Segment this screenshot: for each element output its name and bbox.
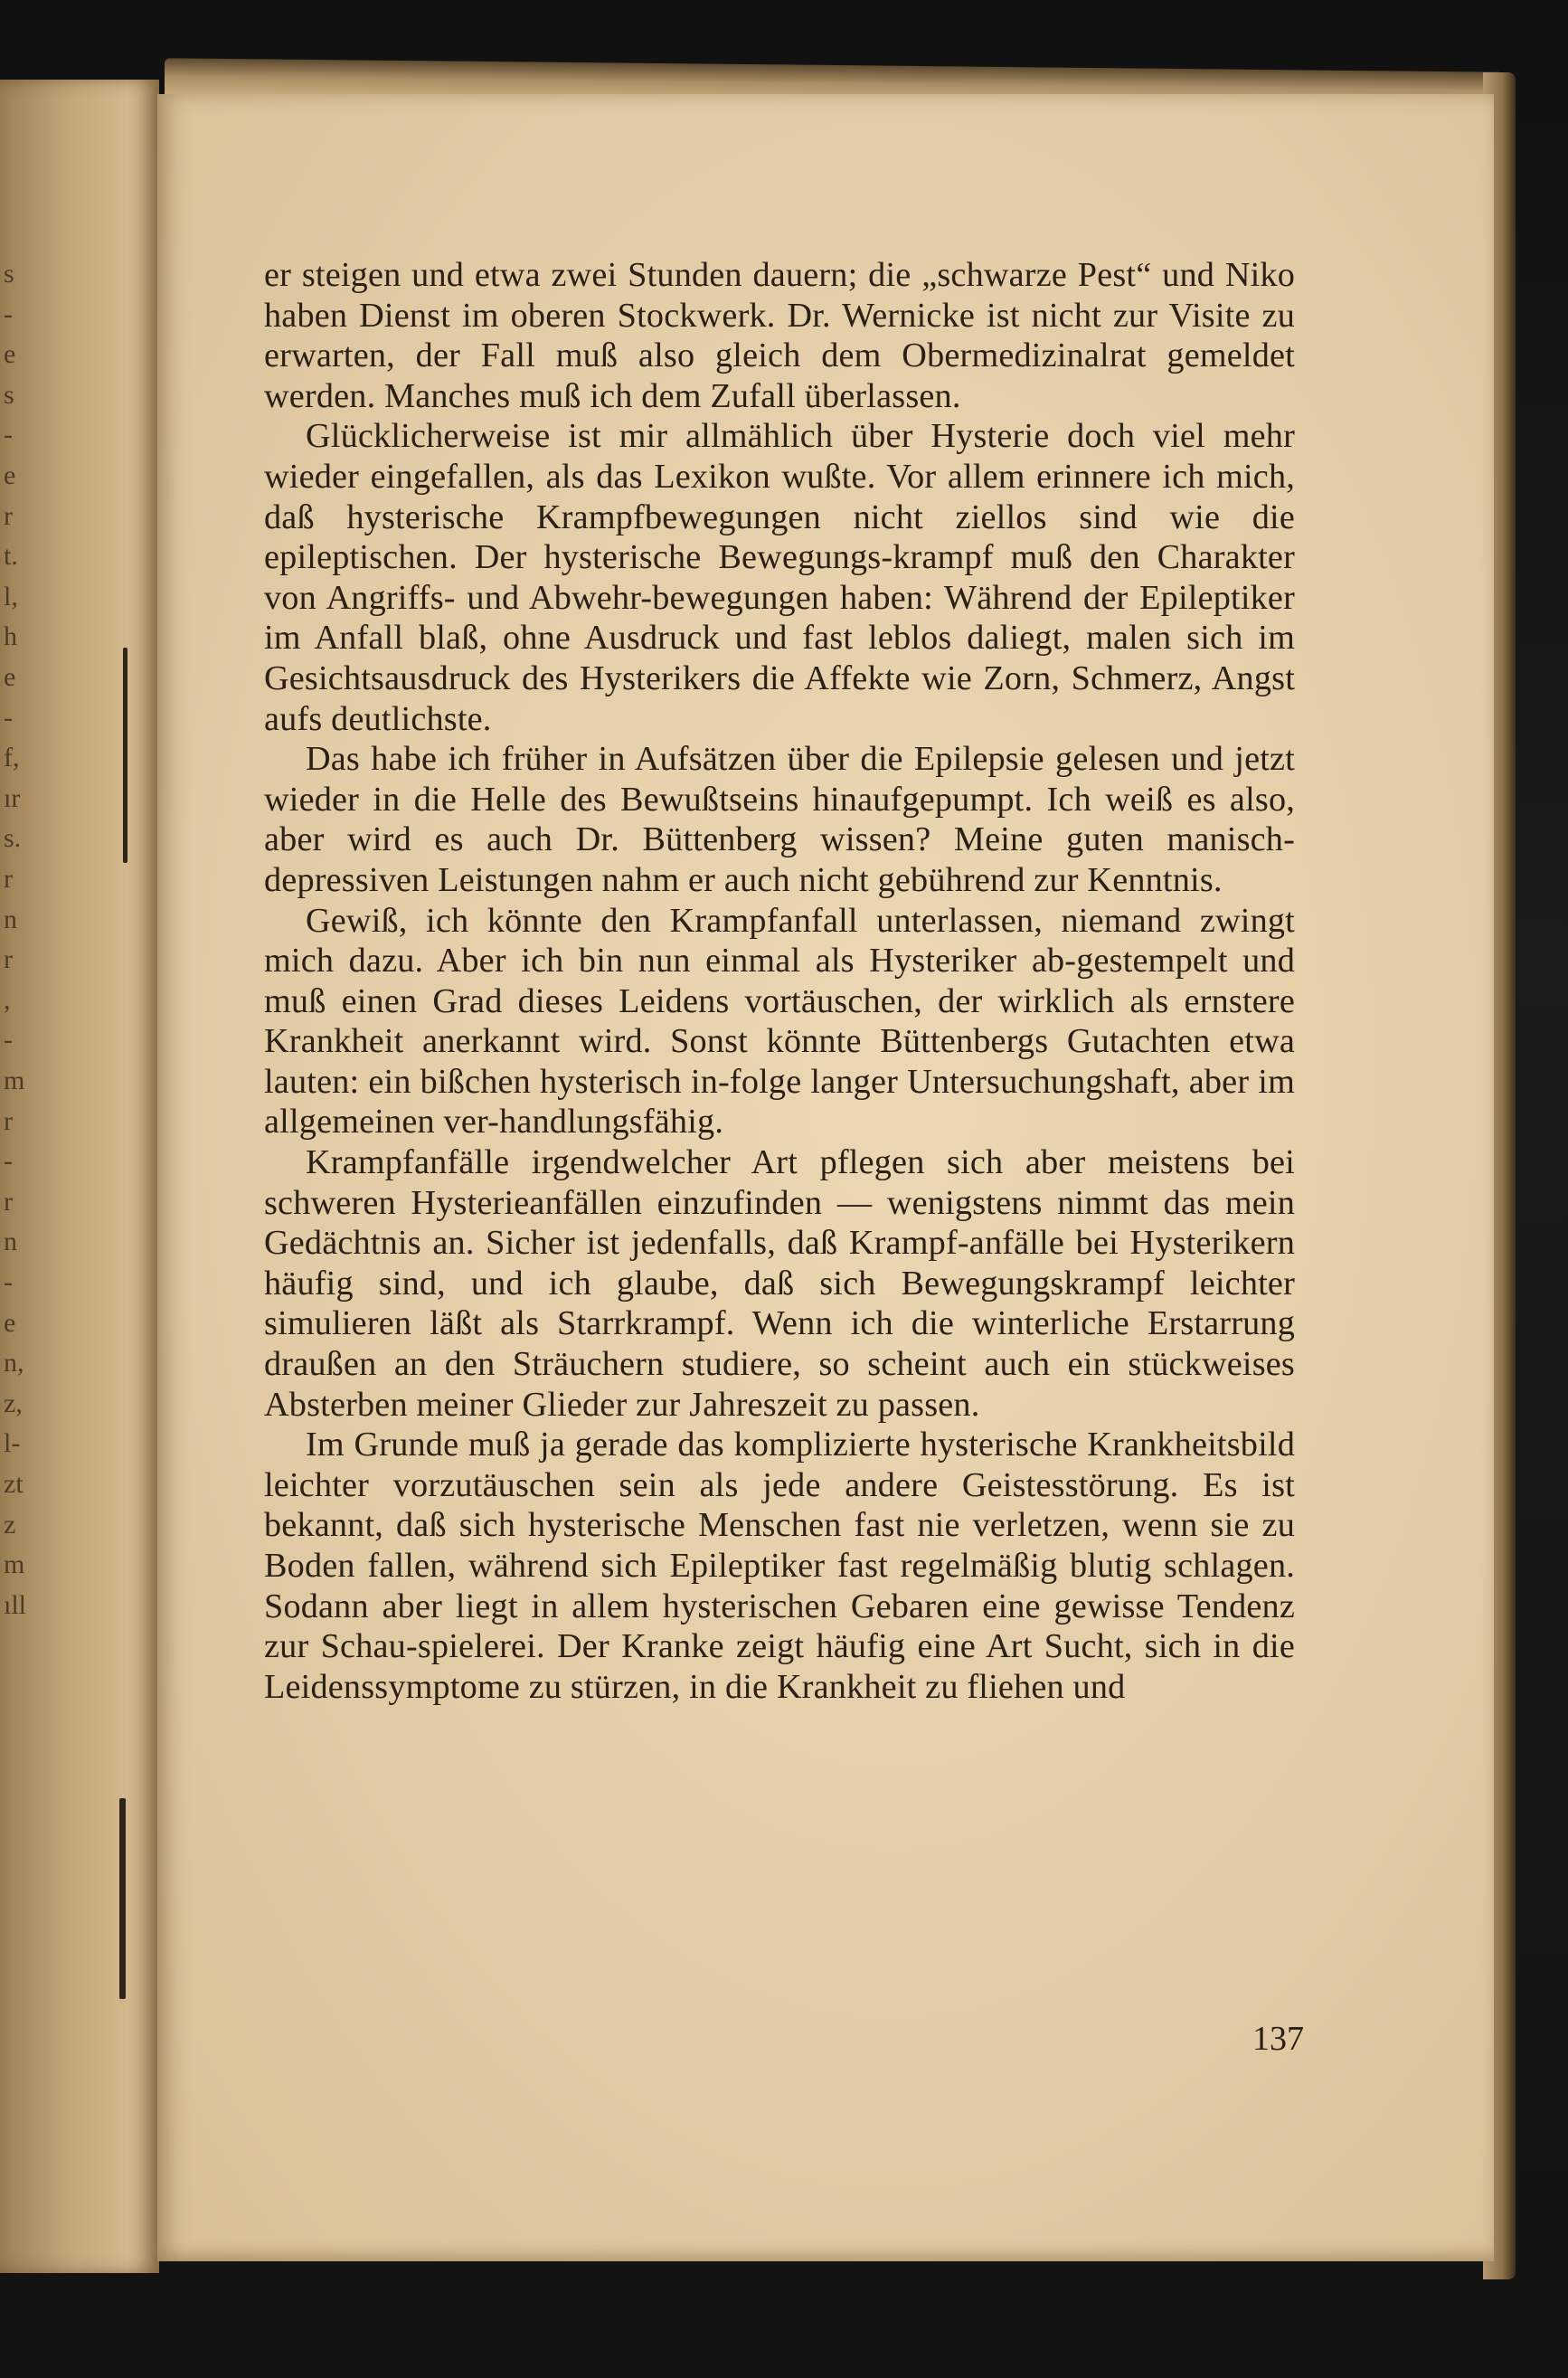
book-page <box>157 94 1494 2261</box>
previous-page-glyph: - <box>4 702 13 733</box>
previous-page-glyph: zt <box>4 1469 24 1499</box>
paragraph: Glücklicherweise ist mir allmählich über Hysterie doch viel mehr wieder eingefallen, als das Lexikon wußte. Vor allem erinnere ich mich, daß hysterische Krampfbewegungen nicht ziellos sind wie die epileptischen. Der hysterische Bewegungs-krampf muß den Charakter von Angriffs- und Abwehr-bewegungen haben: Während der Epileptiker im Anfall blaß, ohne Ausdruck und fast leblos daliegt, malen sich im Gesichtsausdruck des Hysterikers die Affekte wie Zorn, Schmerz, Angst aufs deutlichste. <box>264 417 1295 738</box>
previous-page-glyph: s. <box>4 823 22 854</box>
previous-page-glyph: s <box>4 259 14 289</box>
previous-page-glyph: ır <box>4 782 21 813</box>
previous-page-glyph: r <box>4 944 13 975</box>
previous-page-glyph: r <box>4 1105 13 1136</box>
previous-page-glyph: - <box>4 298 13 329</box>
previous-page-glyph: h <box>4 621 17 652</box>
previous-page-glyph: f, <box>4 743 20 773</box>
paragraph: Das habe ich früher in Aufsätzen über die Epilepsie gelesen und jetzt wieder in die Helle des Bewußtseins hinaufgepumpt. Ich weiß es also, aber wird es auch Dr. Büttenberg wissen? Meine guten manisch-depressiven Leistungen nahm er auch nicht gebührend zur Kenntnis. <box>264 740 1295 899</box>
page-body-text <box>264 255 1295 1707</box>
previous-page-glyph: - <box>4 1267 13 1297</box>
previous-page-glyph: , <box>4 984 11 1015</box>
previous-page-glyph: r <box>4 1186 13 1217</box>
previous-page-glyph: n <box>4 1227 17 1257</box>
previous-page-glyph: ıll <box>4 1589 27 1620</box>
previous-page-glyph: s <box>4 379 14 410</box>
previous-page-glyph: - <box>4 1025 13 1056</box>
gutter-shadow-mark <box>119 1798 126 1999</box>
previous-page-glyph: e <box>4 339 16 370</box>
page-number: 137 <box>1252 2020 1304 2058</box>
previous-page-glyph: - <box>4 420 13 450</box>
previous-page-glyph: m <box>4 1549 25 1580</box>
previous-page-glyph: - <box>4 1146 13 1177</box>
previous-page-glyph: l, <box>4 581 18 611</box>
previous-page-glyph: z, <box>4 1388 23 1418</box>
previous-page-glyph: t. <box>4 541 18 572</box>
previous-page-glyph: n, <box>4 1348 24 1378</box>
previous-page-glyph: m <box>4 1066 25 1095</box>
paragraph: Im Grunde muß ja gerade das komplizierte hysterische Krankheitsbild leichter vorzutäuschen sein als jede andere Geistesstörung. Es ist bekannt, daß sich hysterische Menschen fast nie verletzen, wenn sie zu Boden fallen, während sich Epileptiker fast regelmäßig blutig schlagen. Sodann aber liegt in allem hysterischen Gebaren eine gewisse Tendenz zur Schau-spielerei. Der Kranke zeigt häufig eine Art Sucht, sich in die Leidenssymptome zu stürzen, in die Krankheit zu fliehen und <box>264 1426 1295 1706</box>
previous-page-glyph: n <box>4 904 17 934</box>
previous-page-glyph: z <box>4 1509 16 1540</box>
previous-page-glyph: r <box>4 500 13 531</box>
paragraph: er steigen und etwa zwei Stunden dauern; die „schwarze Pest“ und Niko haben Dienst im oberen Stockwerk. Dr. Wernicke ist nicht zur Visite zu erwarten, der Fall muß also gleich dem Obermedizinalrat gemeldet werden. Manches muß ich dem Zufall überlassen. <box>264 256 1295 415</box>
previous-page-glyph: e <box>4 1307 16 1338</box>
previous-page-glyph: e <box>4 460 16 490</box>
previous-page-glyph: e <box>4 662 16 692</box>
previous-page-line-endings <box>0 80 36 2273</box>
previous-page-glyph: l- <box>4 1428 21 1459</box>
paragraph: Gewiß, ich könnte den Krampfanfall unterlassen, niemand zwingt mich dazu. Aber ich bin nun einmal als Hysteriker ab-gestempelt und muß einen Grad dieses Leidens vortäuschen, der wirklich als ernstere Krankheit anerkannt wird. Sonst könnte Büttenbergs Gutachten etwa lauten: ein bißchen hysterisch in-folge langer Untersuchungshaft, aber im allgemeinen ver-handlungsfähig. <box>264 901 1295 1142</box>
paragraph: Krampfanfälle irgendwelcher Art pflegen sich aber meistens bei schweren Hysterieanfällen einzufinden — wenigstens nimmt das mein Gedächtnis an. Sicher ist jedenfalls, daß Krampf-anfälle bei Hysterikern häufig sind, und ich glaube, daß sich Bewegungskrampf leichter simulieren läßt als Starrkrampf. Wenn ich die winterliche Erstarrung draußen an den Sträuchern studiere, so scheint auch ein stückweises Absterben meiner Glieder zur Jahreszeit zu passen. <box>264 1143 1295 1424</box>
gutter-shadow-mark <box>123 648 128 863</box>
previous-page-edge <box>0 80 159 2273</box>
previous-page-glyph: r <box>4 864 13 894</box>
